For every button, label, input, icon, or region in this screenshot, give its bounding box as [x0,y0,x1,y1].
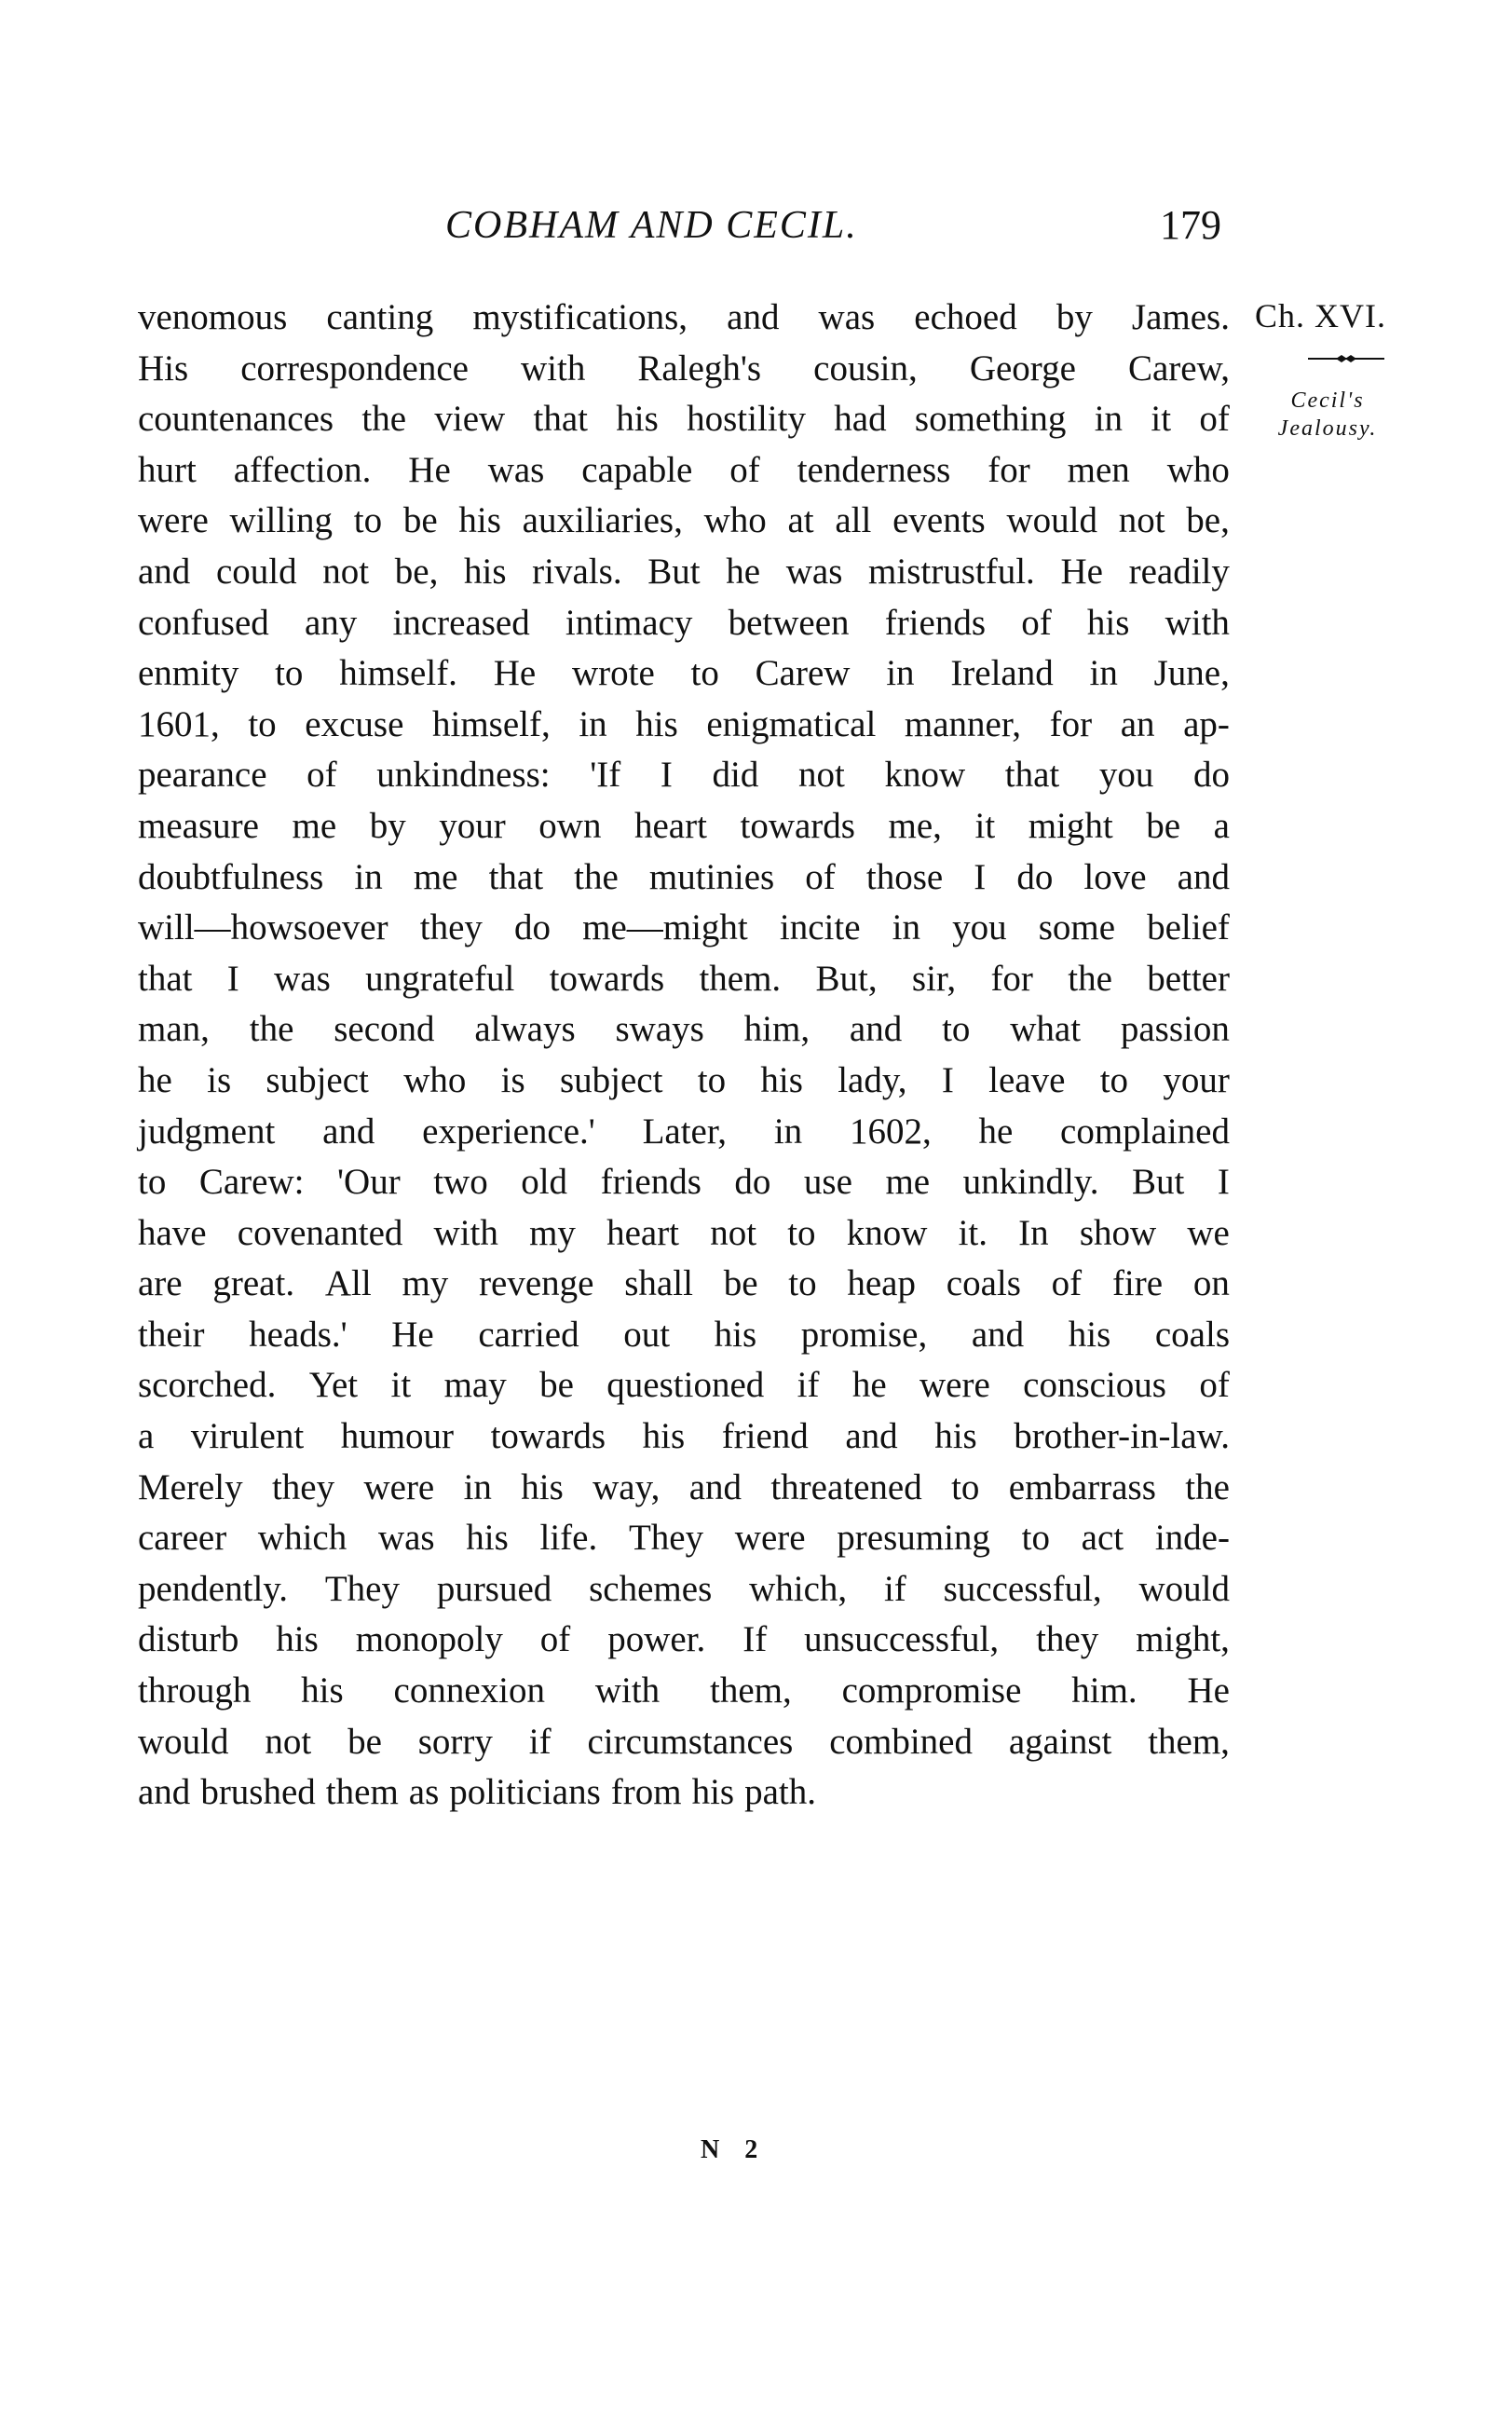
text-line: countenances the view that his hostility had something in it of [138,399,1230,440]
margin-note [1262,387,1393,443]
margin-note-line: Jealousy. [1277,416,1378,441]
text-line: were willing to be his auxiliaries, who at all events would not be, [138,500,1230,541]
text-line: venomous canting mystifications, and was echoed by James. [138,297,1230,337]
text-line: he is subject who is subject to his lady, I leave to your [138,1059,1230,1100]
text-line: that I was ungrateful towards them. But, sir, for the better [138,958,1230,999]
text-line: and could not be, his rivals. But he was mistrustful. He readily [138,551,1230,592]
text-line: a virulent humour towards his friend and his brother-in-law. [138,1416,1230,1457]
text-line: His correspondence with Ralegh's cousin, George Carew, [138,348,1230,389]
text-line: career which was his life. They were presuming to act inde- [138,1518,1230,1559]
text-line: will—howsoever they do me—might incite in you some belief [138,907,1230,948]
text-line: man, the second always sways him, and to what passion [138,1009,1230,1050]
running-header: COBHAM AND CECIL. [445,204,858,247]
text-line: to Carew: 'Our two old friends do use me unkindly. But I [138,1162,1230,1203]
text-line: would not be sorry if circumstances combined against them, [138,1721,1230,1762]
chapter-marker: Ch. XVI. [1255,297,1386,334]
page-number: 179 [1160,202,1221,248]
ornament-divider [1308,354,1384,363]
text-line: and brushed them as politicians from his path. [138,1772,816,1813]
text-line: scorched. Yet it may be questioned if he were conscious of [138,1365,1230,1406]
text-line: have covenanted with my heart not to know it. In show we [138,1212,1230,1253]
margin-note-line: Cecil's [1290,389,1365,413]
text-line: through his connexion with them, compromise him. He [138,1670,1230,1711]
text-line: judgment and experience.' Later, in 1602, he complained [138,1111,1230,1152]
text-line: enmity to himself. He wrote to Carew in Ireland in June, [138,653,1230,694]
text-line: 1601, to excuse himself, in his enigmatical manner, for an ap- [138,703,1230,744]
signature-mark: N 2 [701,2135,768,2164]
text-line: their heads.' He carried out his promise, and his coals [138,1314,1230,1355]
text-line: doubtfulness in me that the mutinies of those I do love and [138,856,1230,897]
text-line: are great. All my revenge shall be to heap coals of fire on [138,1263,1230,1304]
text-line: hurt affection. He was capable of tenderness for men who [138,449,1230,490]
text-line: pearance of unkindness: 'If I did not know that you do [138,755,1230,796]
body-text [138,293,1230,1819]
text-line: measure me by your own heart towards me, it might be a [138,805,1230,846]
text-line: confused any increased intimacy between friends of his with [138,602,1230,643]
text-line: Merely they were in his way, and threatened to embarrass the [138,1466,1230,1507]
text-line: disturb his monopoly of power. If unsuccessful, they might, [138,1619,1230,1660]
text-line: pendently. They pursued schemes which, if successful, would [138,1568,1230,1609]
